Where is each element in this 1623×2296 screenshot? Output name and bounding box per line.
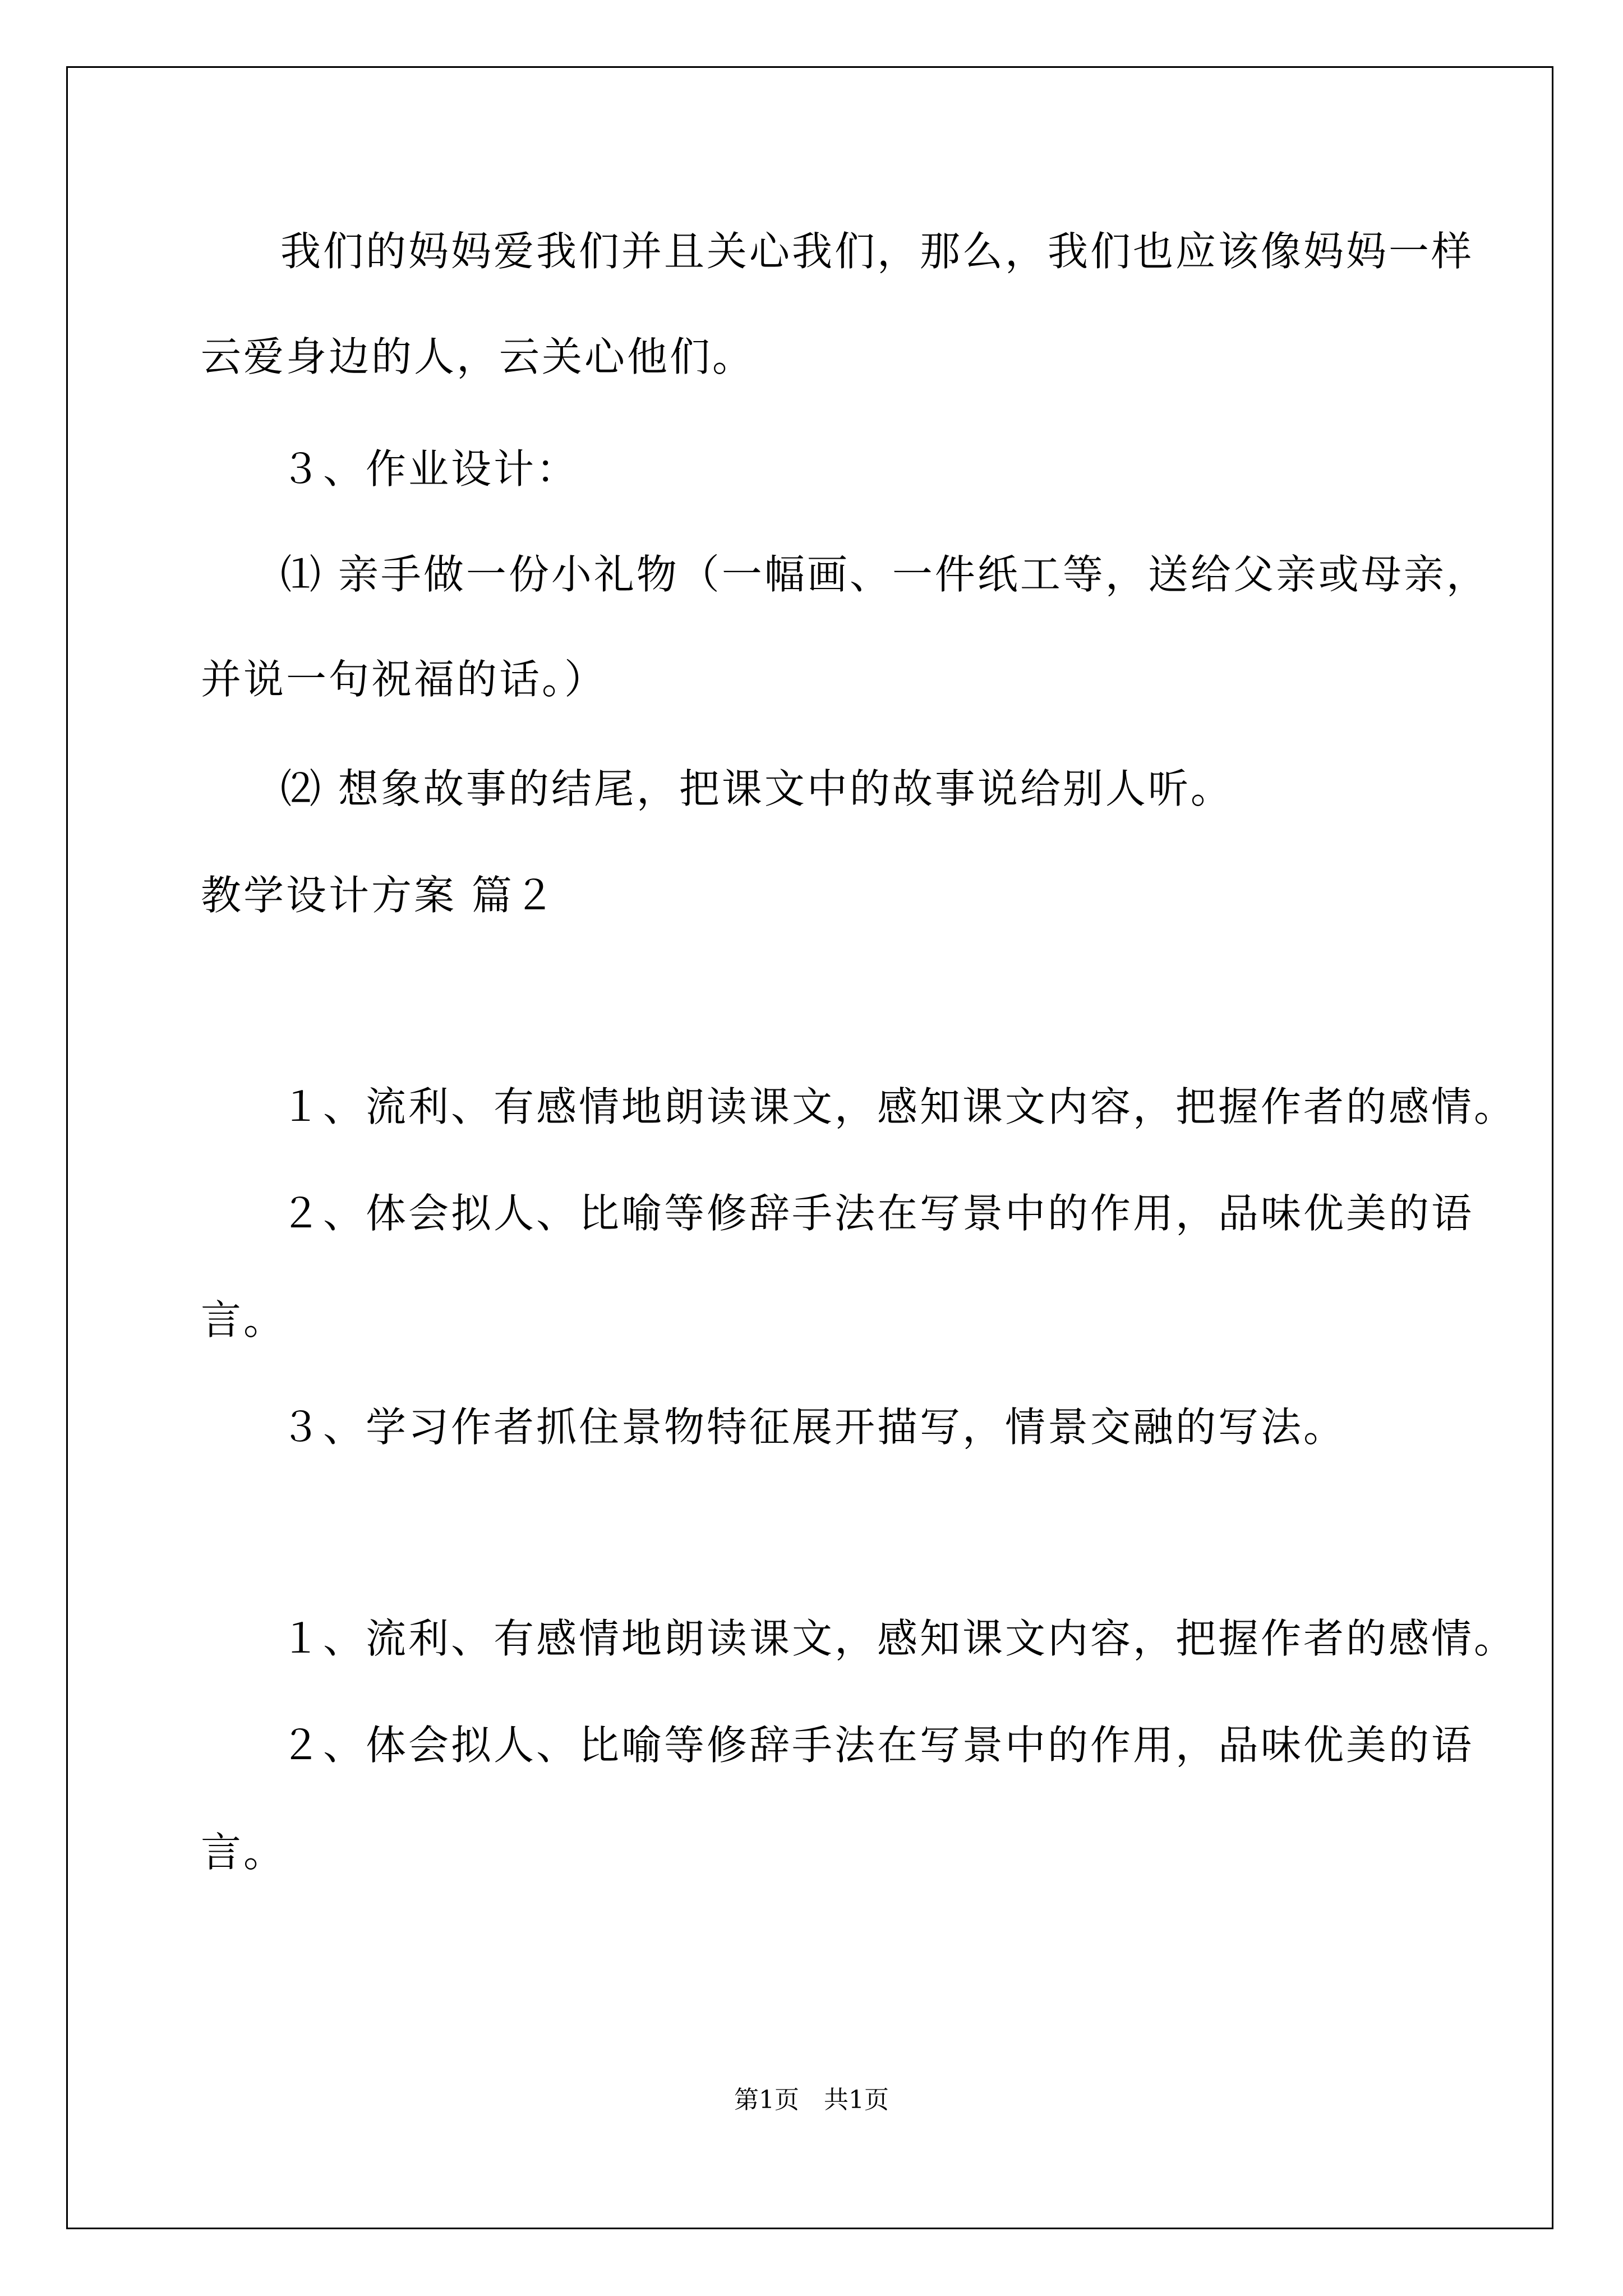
paragraph-line: ２、体会拟人、比喻等修辞手法在写景中的作用，品味优美的语: [280, 1190, 1474, 1237]
paragraph-line: 云爱身边的人，云关心他们。: [201, 333, 755, 380]
paragraph-line: ３、学习作者抓住景物特征展开描写，情景交融的写法。: [280, 1404, 1347, 1451]
paragraph-line: ⑴ 亲手做一份小礼物（一幅画、一件纸工等，送给父亲或母亲，: [280, 551, 1489, 598]
paragraph-line: １、流利、有感情地朗读课文，感知课文内容，把握作者的感情。: [280, 1615, 1517, 1662]
paragraph-line: 并说一句祝福的话。）: [201, 656, 607, 703]
list-item-heading: ３、作业设计：: [280, 445, 579, 493]
section-heading: 教学设计方案 篇２: [201, 872, 557, 919]
paragraph-line: 言。: [201, 1829, 287, 1876]
page-footer: 第1页 共1页: [734, 2086, 889, 2114]
paragraph-line: ⑵ 想象故事的结尾，把课文中的故事说给别人听。: [280, 765, 1233, 812]
paragraph-line: ２、体会拟人、比喻等修辞手法在写景中的作用，品味优美的语: [280, 1722, 1474, 1769]
paragraph-line: １、流利、有感情地朗读课文，感知课文内容，把握作者的感情。: [280, 1083, 1517, 1130]
paragraph-line: 我们的妈妈爱我们并且关心我们，那么，我们也应该像妈妈一样: [280, 228, 1474, 275]
page-border: [66, 66, 1553, 2229]
paragraph-line: 言。: [201, 1296, 287, 1343]
